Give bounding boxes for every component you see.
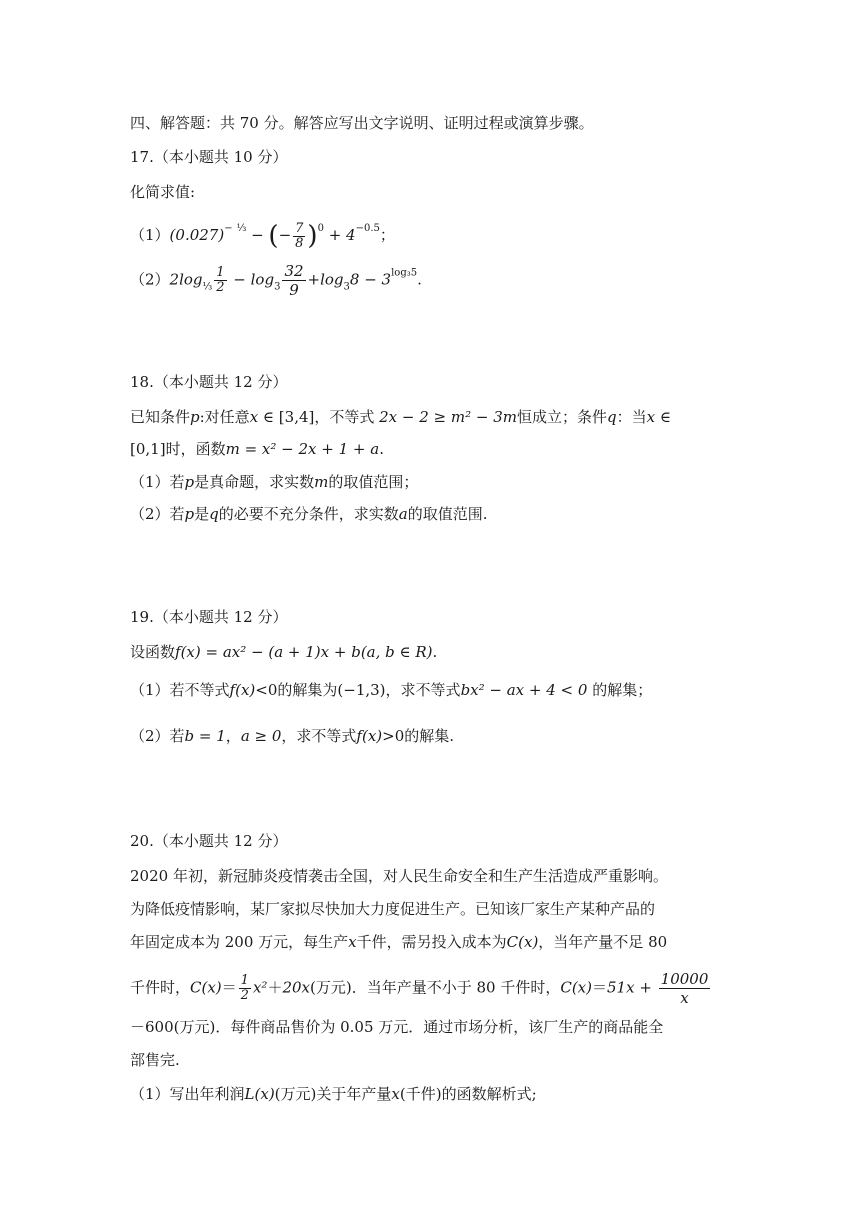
q18-line2: [0,1]时，函数m = x² − 2x + 1 + a. [130, 440, 384, 458]
q18-part1: （1）若p是真命题，求实数m的取值范围； [130, 473, 419, 491]
q18-line1: 已知条件p:对任意x ∈ [3,4]，不等式 2x − 2 ≥ m² − 3m恒成立；条件q：当x ∈ [130, 408, 671, 426]
q20-line5: －600(万元)．每件商品售价为 0.05 万元．通过市场分析，该厂生产的商品能全 [130, 1018, 664, 1036]
q20-line6: 部售完. [130, 1051, 180, 1069]
q19-title: 19.（本小题共 12 分） [130, 608, 288, 626]
section-header: 四、解答题：共 70 分。解答应写出文字说明、证明过程或演算步骤。 [130, 114, 594, 132]
q20-line1: 2020 年初，新冠肺炎疫情袭击全国，对人民生命安全和生产生活造成严重影响。 [130, 867, 668, 885]
q19-line1: 设函数f(x) = ax² − (a + 1)x + b(a, b ∈ R). [130, 643, 438, 661]
q17-intro: 化简求值: [130, 183, 196, 201]
q19-part1: （1）若不等式f(x)<0的解集为(−1,3)，求不等式bx² − ax + 4 < 0 的解集； [130, 681, 653, 699]
q20-title: 20.（本小题共 12 分） [130, 832, 288, 850]
q20-line4: 千件时，C(x)＝ $\frac{1}{2}$ x²＋20x(万元)．当年产量不小于 80 千件时，C(x)＝51x + $\frac{10000}{x}$ [130, 970, 709, 1007]
q19-part2: （2）若b = 1，a ≥ 0，求不等式f(x)>0的解集. [130, 727, 455, 745]
q18-part2: （2）若p是q的必要不充分条件，求实数a的取值范围. [130, 505, 488, 523]
q18-title: 18.（本小题共 12 分） [130, 373, 288, 391]
q17-part1: $(1)(0.027)^{- \frac{1}{3}}$ − (− $\frac{7}{8}$ )$^0 + 4^{-0.5}$； [130, 220, 395, 251]
q20-line3: 年固定成本为 200 万元，每生产x千件，需另投入成本为C(x)，当年产量不足 80 [130, 933, 668, 951]
q20-part1: （1）写出年利润L(x)(万元)关于年产量x(千件)的函数解析式; [130, 1085, 537, 1103]
q17-title: 17.（本小题共 10 分） [130, 148, 288, 166]
q20-line2: 为降低疫情影响，某厂家拟尽快加大力度促进生产。已知该厂家生产某种产品的 [130, 900, 656, 918]
q17-part2: $(2)2\log_{\frac{1}{3}}$ $\frac{1}{2}$ − $\log_3$ $\frac{32}{9}$ $+\log_38 - 3^{log_35}$. [130, 262, 422, 299]
